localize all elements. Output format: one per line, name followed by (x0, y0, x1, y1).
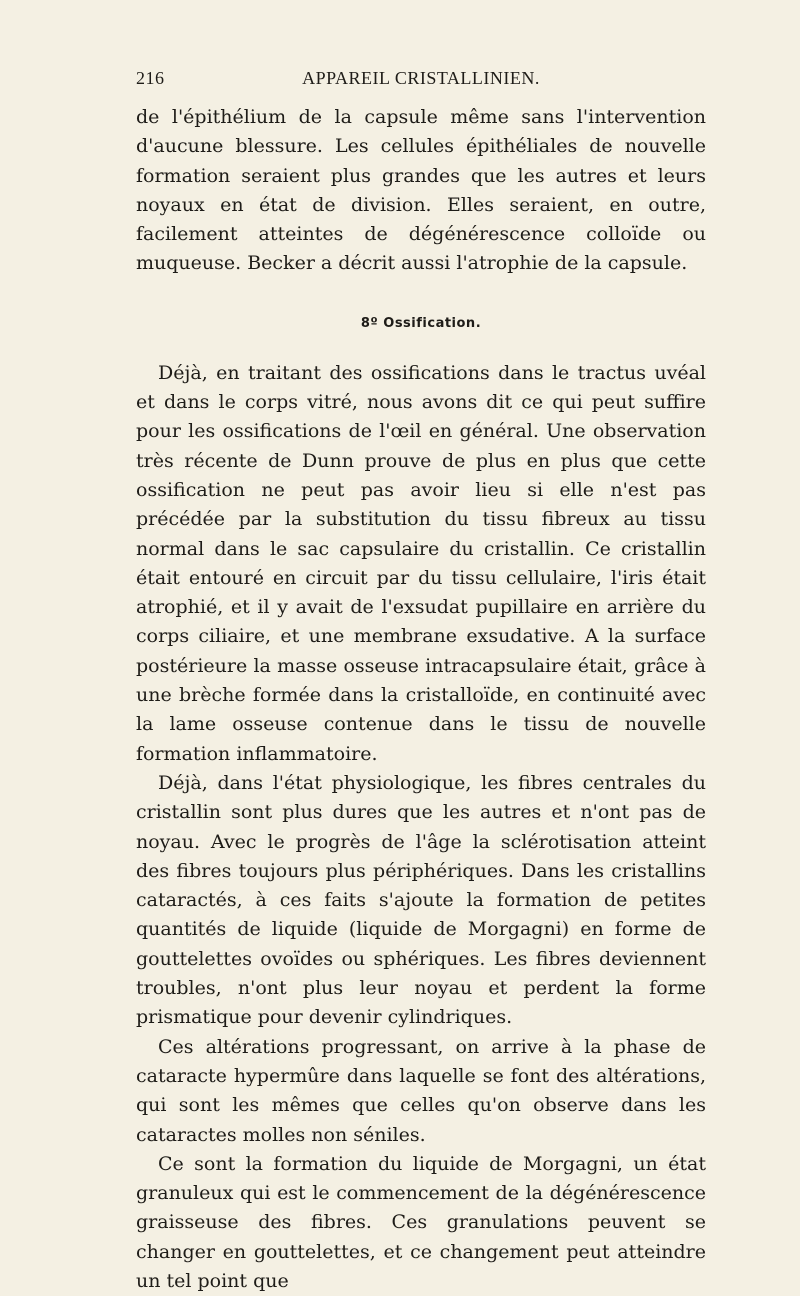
running-head (136, 68, 706, 94)
body-text (136, 103, 706, 1296)
paragraph-ossifications: Déjà, en traitant des ossifications dans le tractus uvéal et dans le corps vitré, nous avons dit ce qui peut suffire pour les ossifications de l'œil en général. Une observation très récente de Dunn prouve de plus en plus que cette ossification ne peut pas avoir lieu si elle n'est pas précédée par la substitution du tissu fibreux au tissu normal dans le sac capsulaire du cristallin. Ce cristallin était entouré en circuit par du tissu cellulaire, l'iris était atrophié, et il y avait de l'exsudat pupillaire en arrière du corps ciliaire, et une membrane exsudative. A la surface postérieure la masse osseuse intracapsulaire était, grâce à une brèche formée dans la cristalloïde, en continuité avec la lame osseuse contenue dans le tissu de nouvelle formation inflammatoire. (136, 361, 706, 765)
paragraph-continuation: de l'épithélium de la capsule même sans l'intervention d'aucune blessure. Les cellules épithéliales de nouvelle formation seraient plus grandes que les autres et leurs noyaux en état de division. Elles seraient, en outre, facilement atteintes de dégénérescence colloïde ou muqueuse. Becker a décrit aussi l'atrophie de la capsule. (136, 106, 706, 275)
section-heading-ossification: 8º Ossification. (360, 315, 482, 331)
paragraph-morgagni-liquid: Ce sont la formation du liquide de Morgagni, un état granuleux qui est le commencement de la dégénérescence graisseuse des fibres. Ces granulations peuvent se changer en gouttelettes, et ce changement peut atteindre un tel point que (136, 1152, 706, 1292)
paragraph-hypermature-cataract: Ces altérations progressant, on arrive à la phase de cataracte hypermûre dans laquelle se font des altérations, qui sont les mêmes que celles qu'on observe dans les cataractes molles non séniles. (136, 1035, 706, 1146)
paragraph-physiological-state: Déjà, dans l'état physiologique, les fibres centrales du cristallin sont plus dures que les autres et n'ont pas de noyau. Avec le progrès de l'âge la sclérotisation atteint des fibres toujours plus périphériques. Dans les cristallins cataractés, à ces faits s'ajoute la formation de petites quantités de liquide (liquide de Morgagni) en forme de gouttelettes ovoïdes ou sphériques. Les fibres deviennent troubles, n'ont plus leur noyau et perdent la forme prismatique pour devenir cylindriques. (136, 771, 706, 1029)
running-title: APPAREIL CRISTALLINIEN. (302, 68, 540, 88)
page-number: 216 (136, 68, 165, 88)
